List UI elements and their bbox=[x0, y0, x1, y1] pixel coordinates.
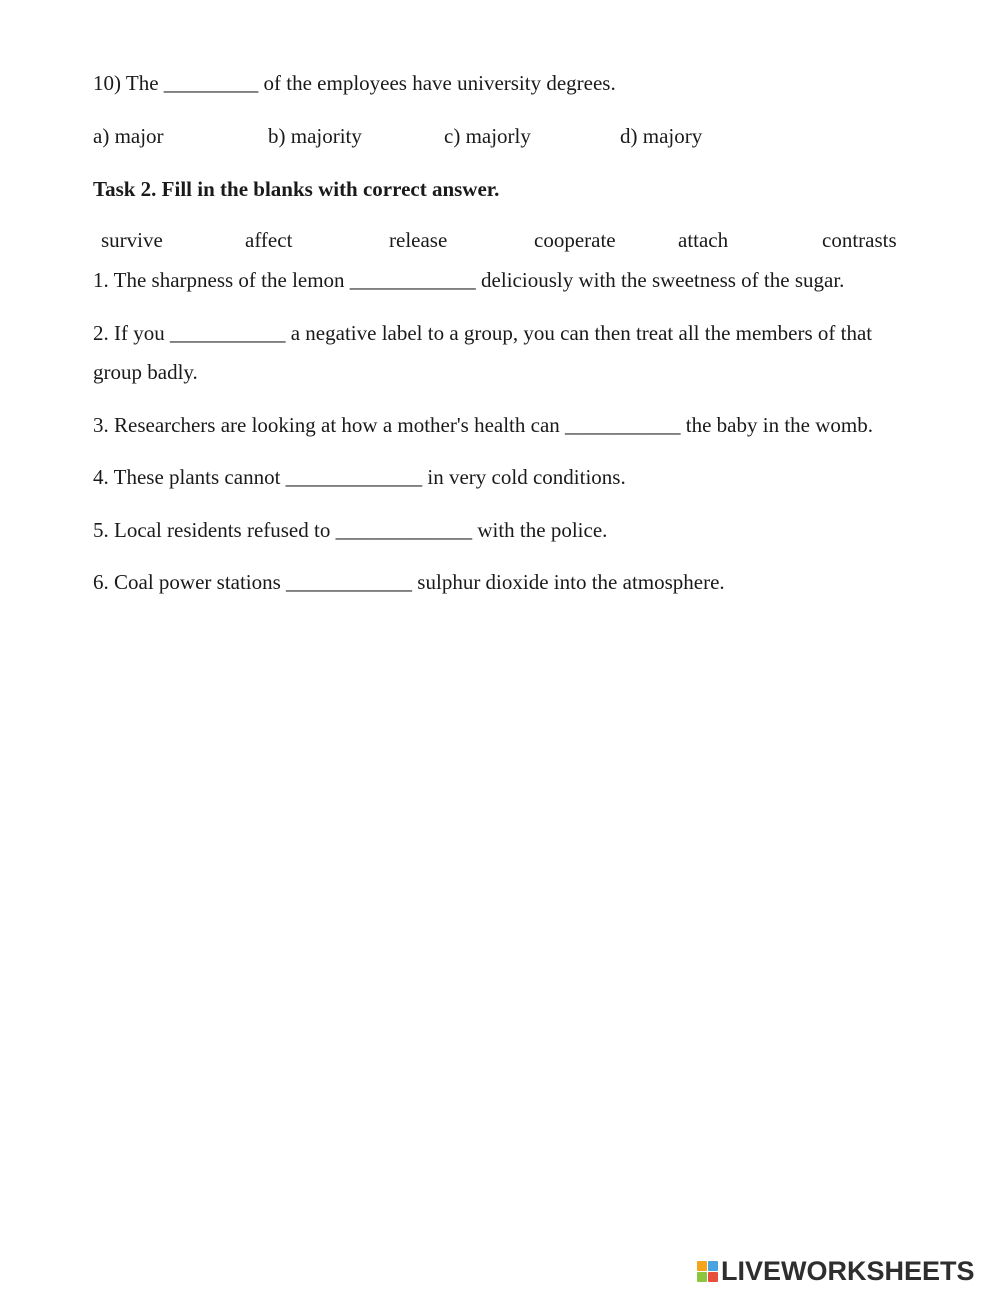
option-d[interactable]: d) majory bbox=[620, 124, 703, 148]
sentence-2: 2. If you ___________ a negative label to a group, you can then treat all the members of that bbox=[93, 321, 873, 345]
sentence-4: 4. These plants cannot _____________ in very cold conditions. bbox=[93, 465, 626, 489]
logo-mark-icon bbox=[697, 1261, 718, 1282]
sentence-6: 6. Coal power stations ____________ sulphur dioxide into the atmosphere. bbox=[93, 570, 725, 594]
word-bank-item: cooperate bbox=[534, 228, 616, 252]
liveworksheets-logo bbox=[697, 1257, 975, 1285]
word-bank-item: release bbox=[389, 228, 448, 252]
option-a[interactable]: a) major bbox=[93, 124, 164, 148]
option-c[interactable]: c) majorly bbox=[444, 124, 531, 148]
word-bank-item: attach bbox=[678, 228, 729, 252]
option-b[interactable]: b) majority bbox=[268, 124, 362, 148]
logo-text: LIVEWORKSHEETS bbox=[721, 1255, 975, 1286]
word-bank-item: contrasts bbox=[822, 228, 897, 252]
sentence-3: 3. Researchers are looking at how a mother's health can ___________ the baby in the womb. bbox=[93, 413, 873, 437]
sentence-2-continued: group badly. bbox=[93, 360, 198, 384]
word-bank-item: affect bbox=[245, 228, 293, 252]
word-bank-item: survive bbox=[101, 228, 163, 252]
task2-heading: Task 2. Fill in the blanks with correct answer. bbox=[93, 177, 500, 201]
sentence-5: 5. Local residents refused to _____________ with the police. bbox=[93, 518, 608, 542]
question-10: 10) The _________ of the employees have university degrees. bbox=[93, 71, 616, 95]
sentence-1: 1. The sharpness of the lemon ____________ deliciously with the sweetness of the sugar. bbox=[93, 268, 845, 292]
